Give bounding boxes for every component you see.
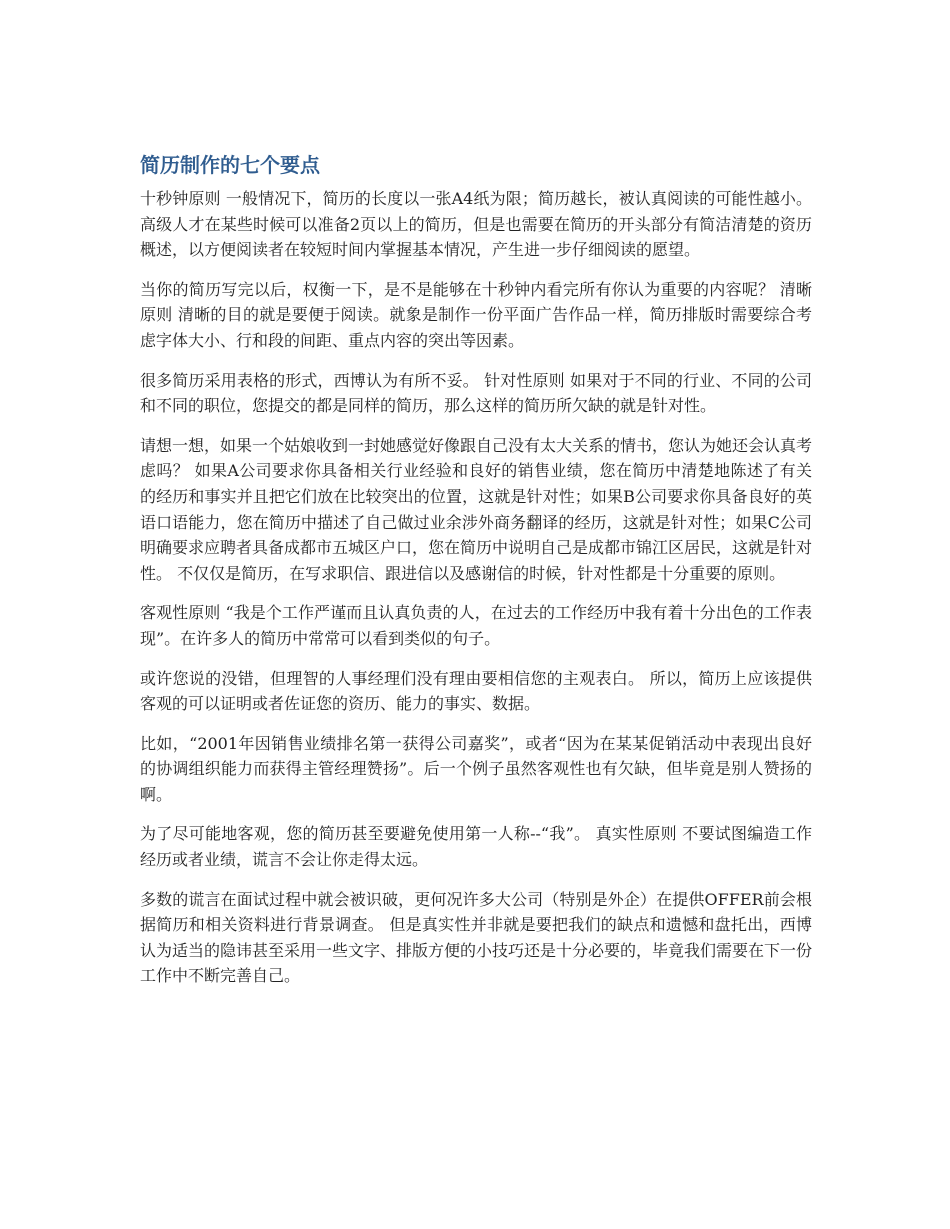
document-title: 简历制作的七个要点 <box>140 153 320 177</box>
paragraph-5: 客观性原则 “我是个工作严谨而且认真负责的人，在过去的工作经历中我有着十分出色的工作表现”。在许多人的简历中常常可以看到类似的句子。 <box>140 603 812 648</box>
paragraph-7: 比如，“2001年因销售业绩排名第一获得公司嘉奖”，或者“因为在某某促销活动中表现出良好的协调组织能力而获得主管经理赞扬”。后一个例子虽然客观性也有欠缺，但毕竟是别人赞扬的啊。 <box>140 733 812 804</box>
paragraph-3: 很多简历采用表格的形式，西博认为有所不妥。 针对性原则 如果对于不同的行业、不同的公司和不同的职位，您提交的都是同样的简历，那么这样的简历所欠缺的就是针对性。 <box>140 370 812 416</box>
paragraph-6: 或许您说的没错，但理智的人事经理们没有理由要相信您的主观表白。 所以，简历上应该提供客观的可以证明或者佐证您的资历、能力的事实、数据。 <box>140 668 812 714</box>
paragraph-1: 十秒钟原则 一般情况下，简历的长度以一张A4纸为限；简历越长，被认真阅读的可能性越小。高级人才在某些时候可以准备2页以上的简历，但是也需要在简历的开头部分有简洁清楚的资历概述，以方便阅读者在较短时间内掌握基本情况，产生进一步仔细阅读的愿望。 <box>140 189 812 260</box>
document-page <box>140 150 812 1003</box>
paragraph-8: 为了尽可能地客观，您的简历甚至要避免使用第一人称--“我”。 真实性原则 不要试图编造工作经历或者业绩，谎言不会让你走得太远。 <box>140 824 812 870</box>
paragraph-2: 当你的简历写完以后，权衡一下，是不是能够在十秒钟内看完所有你认为重要的内容呢？ 清晰原则 清晰的目的就是要便于阅读。就象是制作一份平面广告作品一样，简历排版时需要综合考虑字体大小、行和段的间距、重点内容的突出等因素。 <box>140 279 812 350</box>
paragraph-9: 多数的谎言在面试过程中就会被识破，更何况许多大公司（特别是外企）在提供OFFER前会根据简历和相关资料进行背景调查。 但是真实性并非就是要把我们的缺点和遗憾和盘托出，西博认为适当的隐讳甚至采用一些文字、排版方便的小技巧还是十分必要的，毕竟我们需要在下一份工作中不断完善自己。 <box>140 889 813 986</box>
paragraph-4: 请想一想，如果一个姑娘收到一封她感觉好像跟自己没有太大关系的情书，您认为她还会认真考虑吗？ 如果A公司要求你具备相关行业经验和良好的销售业绩，您在简历中清楚地陈述了有关的经历和事实并且把它们放在比较突出的位置，这就是针对性；如果B公司要求你具备良好的英语口语能力，您在简历中描述了自己做过业余涉外商务翻译的经历，这就是针对性；如果C公司明确要求应聘者具备成都市五城区户口，您在简历中说明自己是成都市锦江区居民，这就是针对性。 不仅仅是简历，在写求职信、跟进信以及感谢信的时候，针对性都是十分重要的原则。 <box>140 435 813 583</box>
